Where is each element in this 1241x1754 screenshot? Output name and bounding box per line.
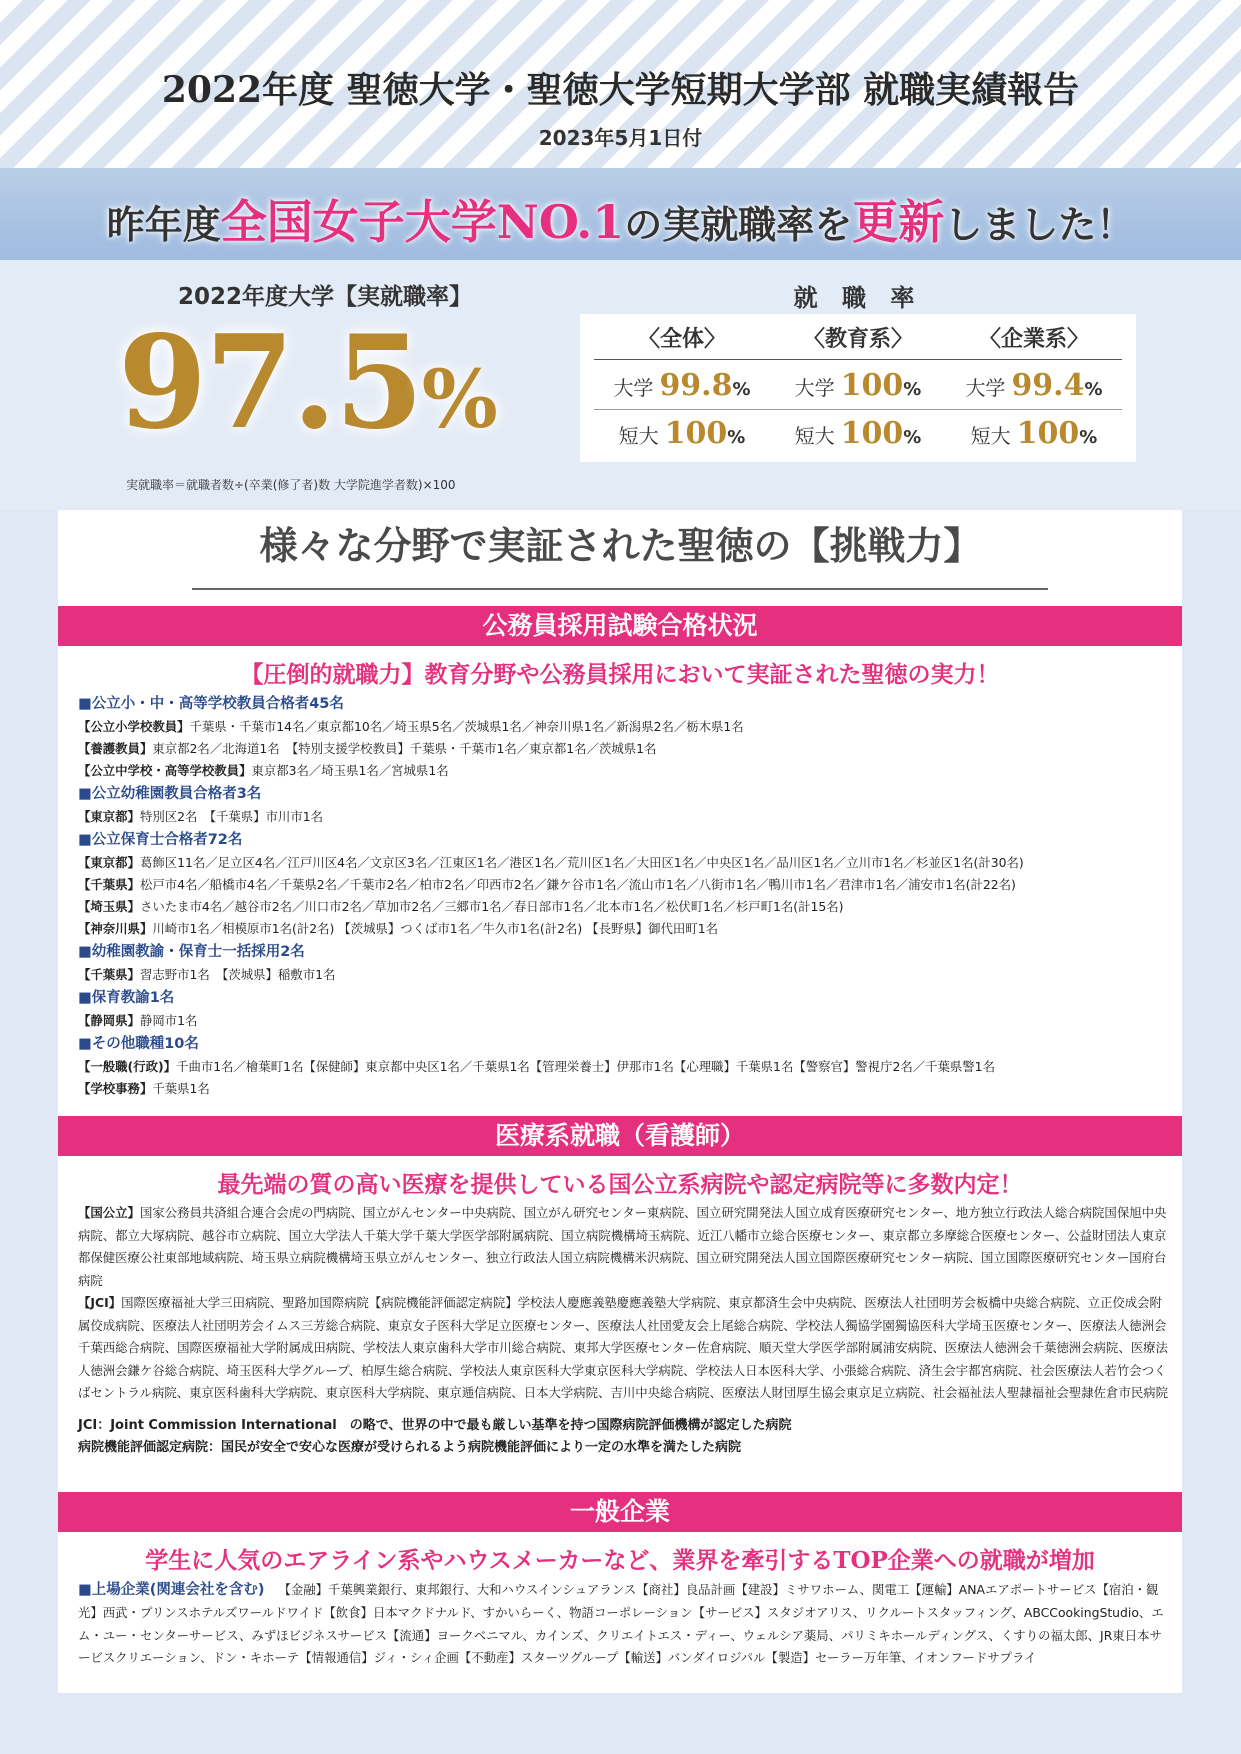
rate-row-junior-college <box>594 410 1122 458</box>
rate-row-university <box>594 362 1122 410</box>
medical-public-hospitals: 【国公立】国家公務員共済組合連合会虎の門病院、国立がんセンター中央病院、国立がん研究センター東病院、国立研究開発法人国立成育医療研究センター、地方独立行政法人総合病院国保旭中央病院、都立大塚病院、越谷市立病院、国立大学法人千葉大学千葉大学医学部附属病院、国立病院機構埼玉病院、近江八幡市立総合医療センター、東京都立多摩総合医療センター、公益財団法人東京都保健医療公社東部地域病院、埼玉県立病院機構埼玉県立がんセンター、独立行政法人国立病院機構米沢病院、国立研究開発法人国立国際医療研究センター病院、国立国際医療研究センター国府台病院 <box>78 1205 1167 1288</box>
rate-table <box>580 314 1136 462</box>
list-item: 【千葉県】習志野市1名 【茨城県】稲敷市1名 <box>78 967 336 982</box>
rate-table-heading: 就 職 率 <box>793 284 923 312</box>
list-item: 【養護教員】東京都2名／北海道1名 【特別支援学校教員】千葉県・千葉市1名／東京都1名／茨城県1名 <box>78 741 657 756</box>
section-underline <box>192 588 1048 590</box>
list-category: ■幼稚園教諭・保育士一括採用2名 <box>78 944 305 960</box>
list-item: 【東京都】葛飾区11名／足立区4名／江戸川区4名／文京区3名／江東区1名／港区1名／荒川区1名／大田区1名／中央区1名／品川区1名／立川市1名／杉並区1名(計30名) <box>78 855 1024 870</box>
employment-rate-value: 97.5% <box>118 308 496 458</box>
list-item: 【埼玉県】さいたま市4名／越谷市2名／川口市2名／草加市2名／三郷市1名／春日部市1名／北本市1名／松伏町1名／杉戸町1名(計15名) <box>78 899 844 914</box>
list-item: 【神奈川県】川崎市1名／相模原市1名(計2名) 【茨城県】つくば市1名／牛久市1名(計2名) 【長野県】御代田町1名 <box>78 921 718 936</box>
medical-section-subtitle: 最先端の質の高い医療を提供している国公立系病院や認定病院等に多数内定！ <box>217 1171 1023 1198</box>
jci-note: JCI：Joint Commission International の略で、世界の中で最も厳しい基準を持つ国際病院評価機構が認定した病院 <box>78 1417 792 1433</box>
public-results-list <box>78 692 1168 1100</box>
list-item: 【公立小学校教員】千葉県・千葉市14名／東京都10名／埼玉県5名／茨城県1名／神奈川県1名／新潟県2名／栃木県1名 <box>78 719 744 734</box>
medical-jci-hospitals: 【JCI】国際医療福祉大学三田病院、聖路加国際病院【病院機能評価認定病院】学校法人慶應義塾慶應義塾大学病院、東京都済生会中央病院、医療法人社団明芳会板橋中央総合病院、立正佼成会附属佼成病院、医療法人社団明芳会イムス三芳総合病院、東京女子医科大学足立医療センター、医療法人社団愛友会上尾総合病院、学校法人獨協学園獨協医科大学埼玉医療センター、医療法人徳洲会千葉西総合病院、国際医療福祉大学附属成田病院、学校法人東京歯科大学市川総合病院、東邦大学医療センター佐倉病院、順天堂大学医学部附属浦安病院、医療法人徳洲会千葉徳洲会病院、医療法人徳洲会鎌ケ谷総合病院、埼玉医科大学グループ、柏厚生総合病院、学校法人東京医科大学東京医科大学病院、学校法人日本医科大学、小張総合病院、済生会宇都宮病院、社会医療法人若竹会つくばセントラル病院、東京医科歯科大学病院、東京医科大学病院、東京逓信病院、日本大学病院、吉川中央総合病院、医療法人財団厚生協会東京足立病院、社会福祉法人聖隷福祉会聖隷佐倉市民病院 <box>78 1295 1169 1400</box>
rate-col-corporate: 〈企業系〉 <box>978 326 1089 352</box>
list-category: ■公立小・中・高等学校教員合格者45名 <box>78 696 344 712</box>
section-heading: 様々な分野で実証された聖徳の【挑戦力】 <box>259 523 982 568</box>
rate-cell: 大学 99.4 % <box>965 368 1103 403</box>
rate-col-education: 〈教育系〉 <box>802 326 913 352</box>
list-item: 【学校事務】千葉県1名 <box>78 1081 210 1096</box>
public-section-bar: 公務員採用試験合格状況 <box>58 606 1182 646</box>
corporate-companies: ■上場企業(関連会社を含む) 【金融】千葉興業銀行、東邦銀行、大和ハウスインシュアランス【商社】良品計画【建設】ミサワホーム、関電工【運輸】ANAエアポートサービス【宿泊・観光】西武・プリンスホテルズワールドワイド【飲食】日本マクドナルド、すかいらーく、物語コーポレーション【サービス】スタジオアリス、リクルートスタッフィング、ABCCookingStudio、エム・ユー・センターサービス、みずほビジネスサービス【流通】ヨークベニマル、カインズ、クリエイトエス・ディー、ウェルシア薬局、パリミキホールディングス、くすりの福太郎、JR東日本サービスクリエーション、ドン・キホーテ【情報通信】ジィ・シィ企画【不動産】スターツグループ【輸送】バンダイロジパル【製造】セーラー万年筆、イオンフードサプライ <box>78 1582 1164 1665</box>
medical-results <box>78 1202 1168 1459</box>
list-category: ■公立保育士合格者72名 <box>78 832 243 848</box>
page-title: 2022年度 聖徳大学・聖徳大学短期大学部 就職実績報告 <box>161 69 1080 111</box>
rate-cell: 短大 100 % <box>618 416 746 451</box>
list-item: 【公立中学校・高等学校教員】東京都3名／埼玉県1名／宮城県1名 <box>78 763 449 778</box>
accreditation-note: 病院機能評価認定病院：国民が安全で安心な医療が受けられるよう病院機能評価により一定の水準を満たした病院 <box>78 1439 742 1455</box>
list-item: 【一般職(行政)】千曲市1名／檜葉町1名【保健師】東京都中央区1名／千葉県1名【管理栄養士】伊那市1名【心理職】千葉県1名【警察官】警視庁2名／千葉県警1名 <box>78 1059 995 1074</box>
list-category: ■保育教諭1名 <box>78 990 175 1006</box>
rate-cell: 短大 100 % <box>794 416 922 451</box>
list-category: ■その他職種10名 <box>78 1036 199 1052</box>
corporate-section-subtitle: 学生に人気のエアライン系やハウスメーカーなど、業界を牽引するTOP企業への就職が増加 <box>145 1547 1095 1574</box>
rate-col-overall: 〈全体〉 <box>637 326 726 352</box>
headline-text: 昨年度全国女子大学NO.1の実就職率を更新しました！ <box>106 195 1135 249</box>
list-item: 【静岡県】静岡市1名 <box>78 1013 198 1028</box>
rate-cell: 大学 99.8 % <box>613 368 751 403</box>
list-category: ■公立幼稚園教員合格者3名 <box>78 786 262 802</box>
list-item: 【千葉県】松戸市4名／船橋市4名／千葉県2名／千葉市2名／柏市2名／印西市2名／鎌ケ谷市1名／流山市1名／八街市1名／鴨川市1名／君津市1名／浦安市1名(計22名) <box>78 877 1016 892</box>
employment-rate-label: 2022年度大学【実就職率】 <box>177 284 472 310</box>
rate-cell: 短大 100 % <box>970 416 1098 451</box>
rate-table-headers <box>594 320 1122 360</box>
corporate-results <box>78 1578 1168 1670</box>
list-item: 【東京都】特別区2名 【千葉県】市川市1名 <box>78 809 323 824</box>
rate-cell: 大学 100 % <box>794 368 922 403</box>
corporate-section-bar: 一般企業 <box>58 1492 1182 1532</box>
medical-section-bar: 医療系就職（看護師） <box>58 1116 1182 1156</box>
rate-formula: 実就職率＝就職者数÷(卒業(修了者)数 大学院進学者数)×100 <box>126 478 456 492</box>
report-date: 2023年5月1日付 <box>538 126 703 150</box>
public-section-subtitle: 【圧倒的就職力】教育分野や公務員採用において実証された聖徳の実力！ <box>240 661 1000 688</box>
